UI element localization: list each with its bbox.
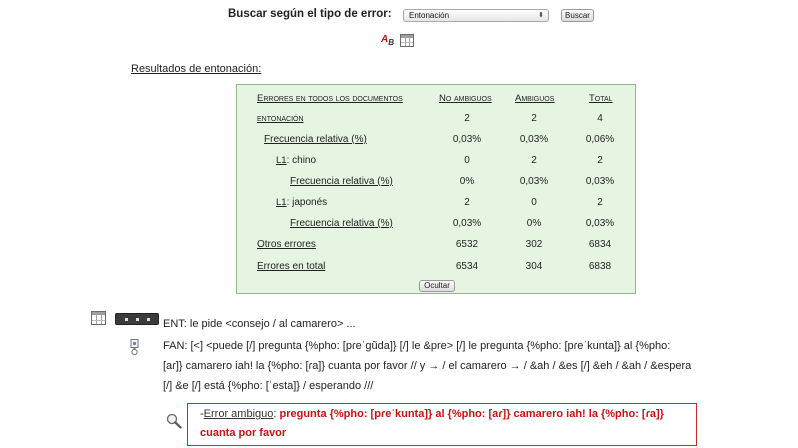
error-text: pregunta {%pho: [pɾeˈkunta]} al {%pho: [aɾ]} camarero iah! la {%pho: [ɾa]} (279, 408, 664, 420)
cell-no-ambiguous: 2 (464, 197, 470, 208)
header-total[interactable]: Total (589, 93, 613, 104)
l1-language: : japonés (286, 197, 328, 208)
error-colon: : (273, 408, 280, 420)
error-type-selected: Entonación (409, 11, 450, 20)
fan-line: [/] &e [/] está {%pho: [ˈesta]} / esperando /// (163, 380, 374, 392)
cell-no-ambiguous: 2 (464, 113, 470, 124)
row-label-l1-chino (276, 155, 316, 166)
error-line (200, 408, 664, 420)
error-type-select[interactable] (403, 9, 549, 22)
audio-file-icon[interactable] (130, 339, 139, 357)
cell-ambiguous: 2 (531, 113, 537, 124)
row-label-other-errors[interactable]: Otros errores (257, 239, 316, 250)
results-panel (236, 84, 636, 294)
fan-line: FAN: [<] <puede [/] pregunta {%pho: [pɾeˈgũda]} [/] le &pre> [/] le pregunta {%pho: [pɾeˈkunta]} al {%pho: (163, 340, 671, 352)
cell-total: 4 (597, 113, 603, 124)
error-prefix: - (200, 408, 204, 420)
header-no-ambiguous[interactable]: No ambiguos (439, 93, 492, 104)
l1-abbrev[interactable]: L1 (276, 197, 287, 208)
cell-total: 0,03% (585, 218, 615, 229)
cell-ambiguous: 302 (525, 239, 543, 250)
cell-no-ambiguous: 0 (464, 155, 470, 166)
table-icon[interactable] (91, 311, 106, 325)
cell-no-ambiguous: 6534 (455, 261, 479, 272)
row-label-entonacion[interactable]: entonación (257, 113, 304, 124)
table-icon[interactable] (400, 34, 414, 47)
cell-ambiguous: 0,03% (519, 176, 549, 187)
cell-ambiguous: 0,03% (519, 134, 549, 145)
cell-no-ambiguous: 0,03% (452, 134, 482, 145)
cell-total: 0,03% (585, 176, 615, 187)
row-label-frequency[interactable]: Frecuencia relativa (%) (264, 134, 367, 145)
ent-line: ENT: le pide <consejo / al camarero> ... (163, 318, 356, 330)
error-ambiguous-label[interactable]: Error ambiguo (203, 408, 274, 420)
cell-ambiguous: 0% (526, 218, 542, 229)
cell-total: 6834 (588, 239, 612, 250)
magnifier-icon[interactable] (166, 413, 182, 429)
cell-no-ambiguous: 0,03% (452, 218, 482, 229)
row-label-frequency[interactable]: Frecuencia relativa (%) (290, 176, 393, 187)
cell-total: 2 (597, 155, 603, 166)
header-ambiguous[interactable]: Ambiguos (515, 93, 555, 104)
cell-ambiguous: 304 (525, 261, 543, 272)
fan-line: [aɾ]} camarero iah! la {%pho: [ɾa]} cuanta por favor // y → / el camarero → / &ah / &es [/] &eh / &ah / &espera (163, 360, 692, 372)
row-label-total-errors[interactable]: Errores en total (257, 261, 326, 272)
cell-no-ambiguous: 6532 (455, 239, 479, 250)
cell-total: 0,06% (585, 134, 615, 145)
select-arrows-icon: ⬍ (538, 12, 544, 19)
l1-language: : chino (286, 155, 317, 166)
row-label-frequency[interactable]: Frecuencia relativa (%) (290, 218, 393, 229)
error-text-continued: cuanta por favor (200, 427, 287, 439)
search-button[interactable]: Buscar (561, 9, 594, 22)
error-box (187, 403, 697, 446)
header-all-documents[interactable]: Errores en todos los documentos (257, 93, 403, 104)
hide-button[interactable]: Ocultar (419, 280, 455, 292)
cell-total: 6838 (588, 261, 612, 272)
cell-total: 2 (597, 197, 603, 208)
media-player-icon[interactable] (115, 313, 159, 325)
search-label: Buscar según el tipo de error: (228, 8, 392, 20)
results-title: Resultados de entonación: (131, 63, 262, 75)
l1-abbrev[interactable]: L1 (276, 155, 287, 166)
cell-ambiguous: 0 (531, 197, 537, 208)
row-label-l1-japones (276, 197, 327, 208)
cell-ambiguous: 2 (531, 155, 537, 166)
cell-no-ambiguous: 0% (459, 176, 475, 187)
spellcheck-icon[interactable]: $A_B$ (381, 34, 395, 47)
